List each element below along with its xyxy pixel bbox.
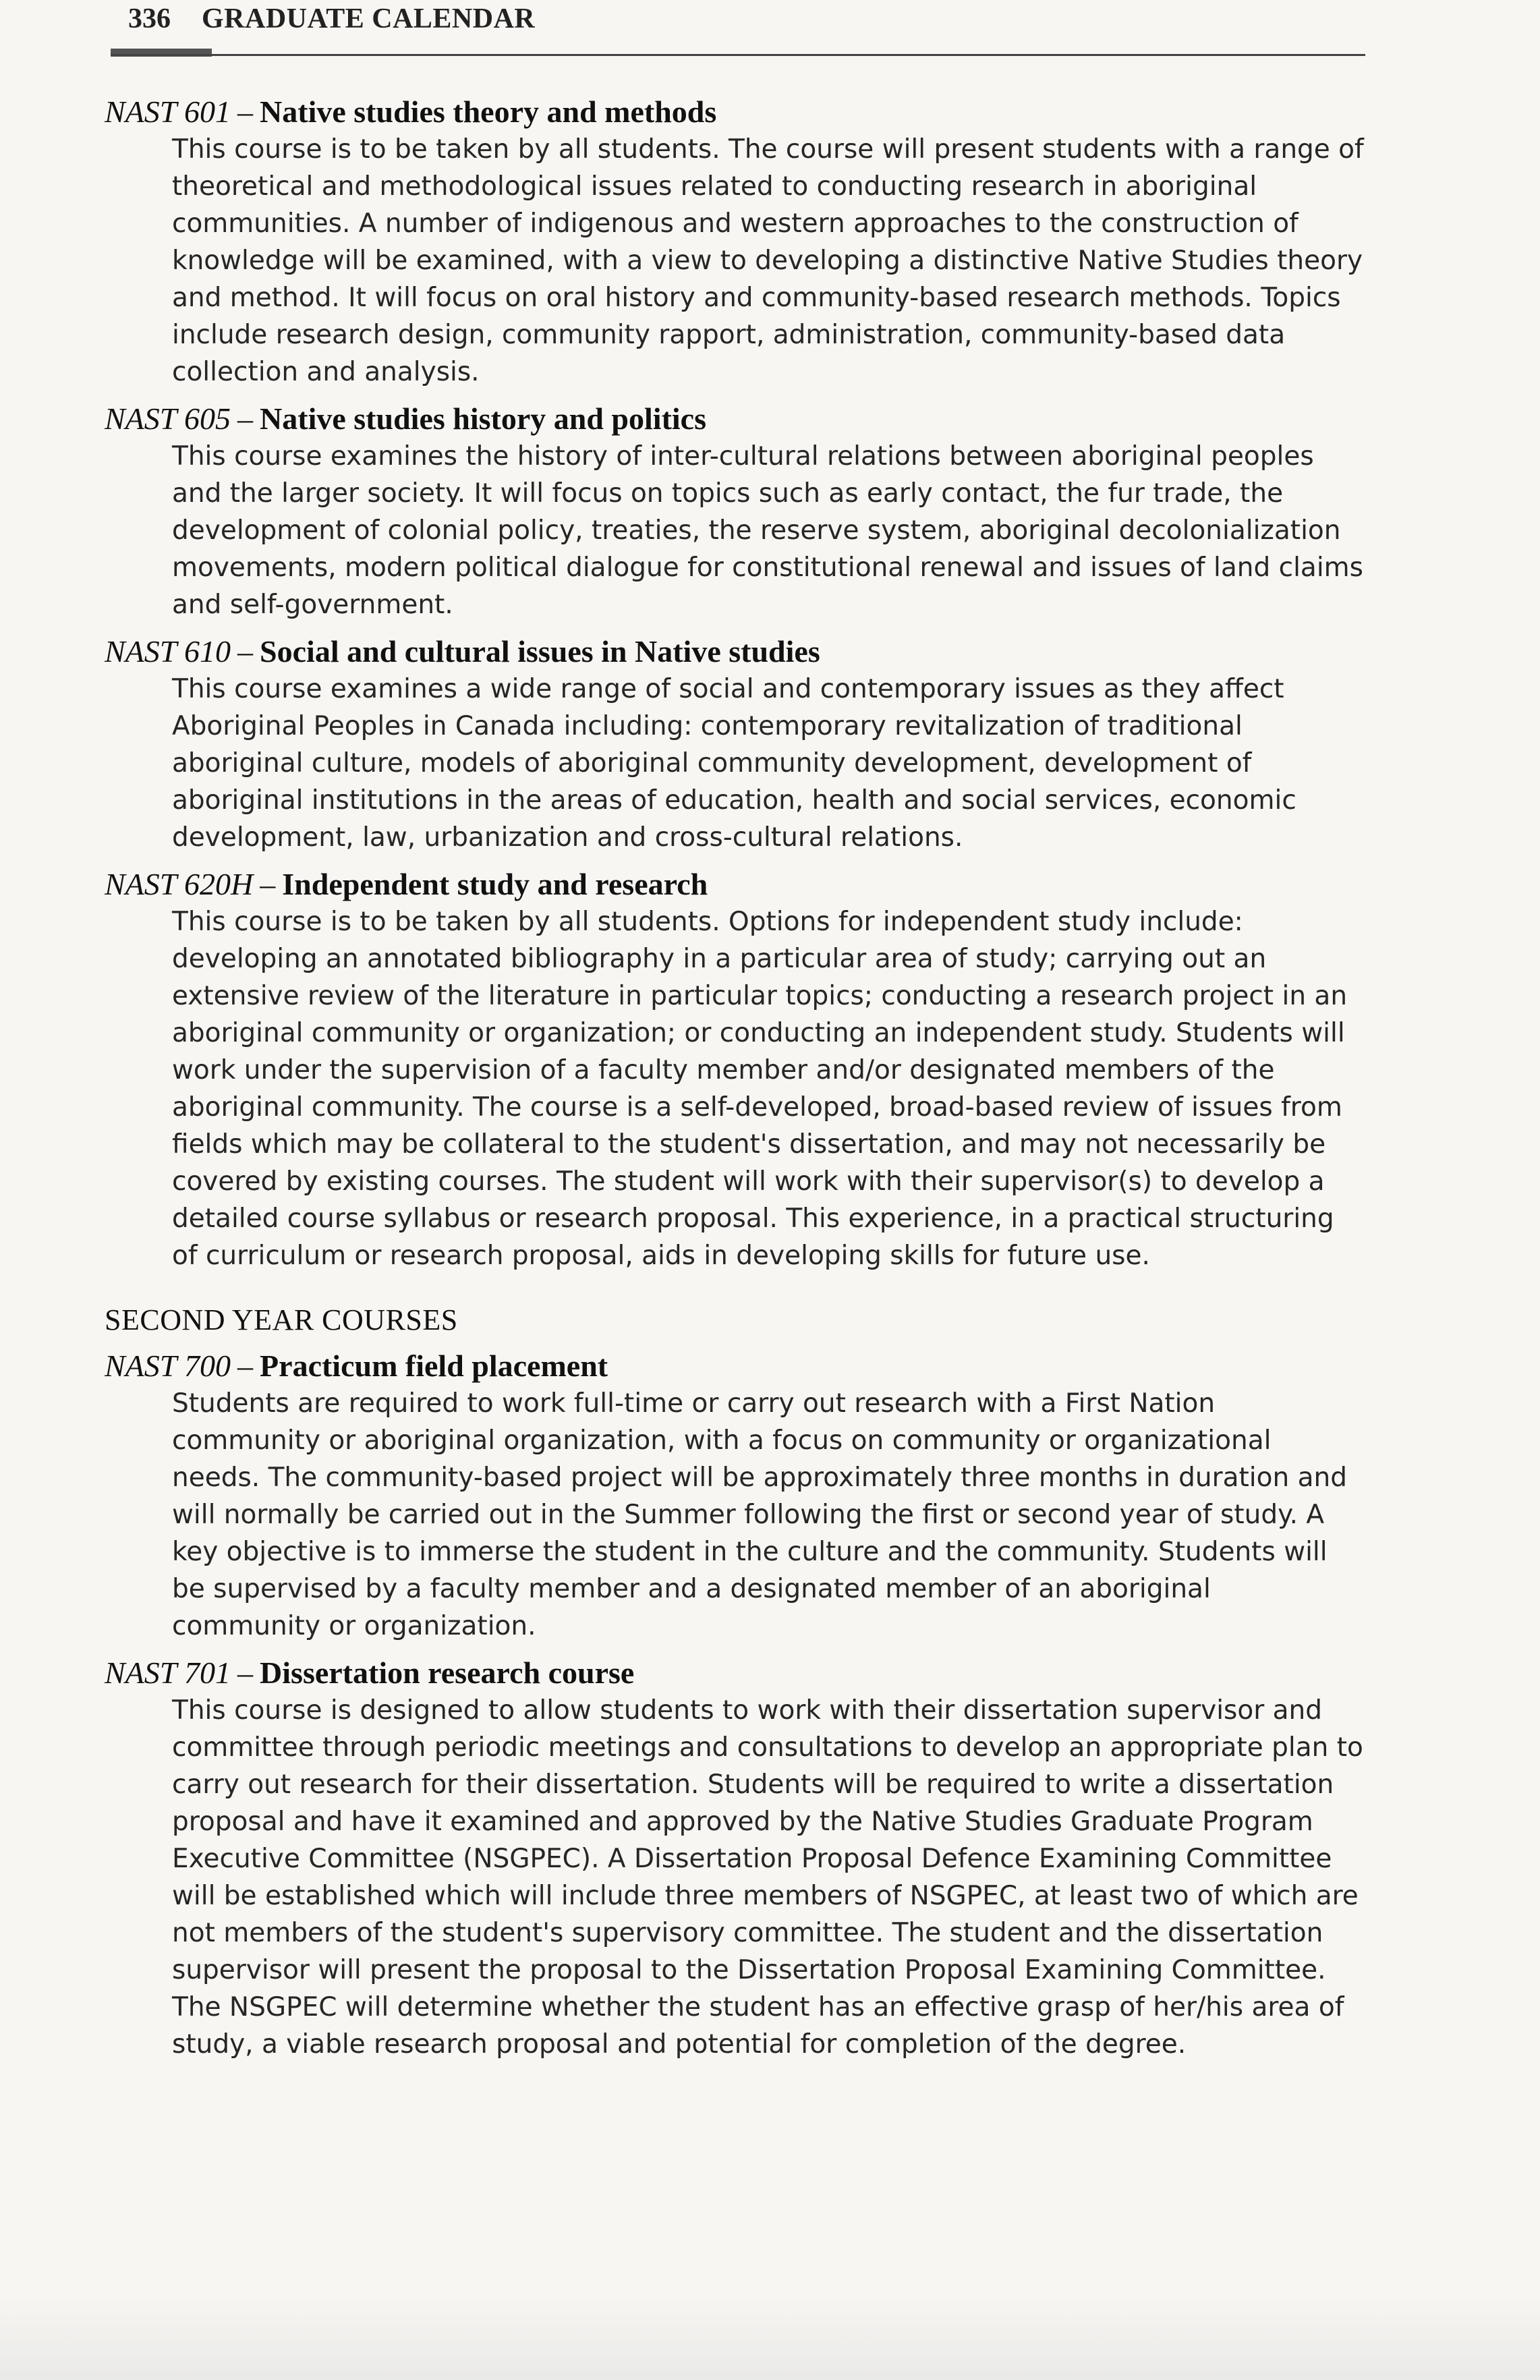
course-code: NAST 700 <box>105 1349 231 1383</box>
section-heading-second-year: SECOND YEAR COURSES <box>105 1303 458 1336</box>
course-title: Practicum field placement <box>260 1349 608 1383</box>
course-entry-nast-605 <box>105 400 1366 623</box>
course-title: Dissertation research course <box>260 1655 635 1690</box>
course-heading <box>105 400 1366 438</box>
running-title: GRADUATE CALENDAR <box>202 3 536 34</box>
course-title: Native studies history and politics <box>260 401 706 436</box>
course-code: NAST 605 <box>105 401 231 436</box>
course-heading <box>105 1654 1366 1692</box>
course-description: This course examines the history of inter-cultural relations between aboriginal peoples and the larger society. It will focus on topics such as early contact, the fur trade, the development of colonial policy, treaties, the reserve system, aboriginal decolonialization movements, modern political dialogue for constitutional renewal and issues of land claims and self-government. <box>172 441 1363 620</box>
course-entry-nast-700 <box>105 1347 1366 1645</box>
course-description: This course is to be taken by all students. Options for independent study include: developing an annotated bibliography in a particular area of study; carrying out an extensive review of the literature in particular topics; conducting a research project in an aboriginal community or organization; or conducting an independent study. Students will work under the supervision of a faculty member and/or designated members of the aboriginal community. The course is a self-developed, broad-based review of issues from fields which may be collateral to the student's dissertation, and may not necessarily be covered by existing courses. The student will work with their supervisor(s) to develop a detailed course syllabus or research proposal. This experience, in a practical structuring of curriculum or research proposal, aids in developing skills for future use. <box>172 907 1348 1271</box>
page-content <box>105 93 1366 2072</box>
dash-separator: – <box>237 401 254 436</box>
course-code: NAST 610 <box>105 634 231 669</box>
dash-separator: – <box>237 94 254 129</box>
course-heading <box>105 93 1366 131</box>
course-heading <box>105 633 1366 671</box>
course-description: This course examines a wide range of social and contemporary issues as they affect Aboriginal Peoples in Canada including: contemporary revitalization of traditional aboriginal culture, models of aboriginal community development, development of aboriginal institutions in the areas of education, health and social services, economic development, law, urbanization and cross-cultural relations. <box>172 674 1296 853</box>
course-title: Independent study and research <box>282 867 708 901</box>
course-code: NAST 620H <box>105 867 254 901</box>
course-entry-nast-701 <box>105 1654 1366 2063</box>
course-code: NAST 701 <box>105 1655 231 1690</box>
dash-separator: – <box>237 1655 254 1690</box>
page-number: 336 <box>128 3 171 34</box>
course-heading <box>105 866 1366 903</box>
header-rule <box>111 54 1365 56</box>
running-head <box>128 3 535 43</box>
course-entry-nast-610 <box>105 633 1366 856</box>
course-code: NAST 601 <box>105 94 231 129</box>
course-description: This course is designed to allow students to work with their dissertation supervisor and committee through periodic meetings and consultations to develop an appropriate plan to carry out research for their dissertation. Students will be required to write a dissertation proposal and have it examined and approved by the Native Studies Graduate Program Executive Committee (NSGPEC). A Dissertation Proposal Defence Examining Committee will be established which will include three members of NSGPEC, at least two of which are not members of the student's supervisory committee. The student and the dissertation supervisor will present the proposal to the Dissertation Proposal Examining Committee. The NSGPEC will determine whether the student has an effective grasp of her/his area of study, a viable research proposal and potential for completion of the degree. <box>172 1695 1363 2060</box>
dash-separator: – <box>260 867 276 901</box>
scan-shadow <box>0 2292 1540 2380</box>
dash-separator: – <box>237 1349 254 1383</box>
course-title: Social and cultural issues in Native studies <box>260 634 820 669</box>
course-title: Native studies theory and methods <box>260 94 717 129</box>
course-entry-nast-601 <box>105 93 1366 391</box>
course-description: This course is to be taken by all students. The course will present students with a range of theoretical and methodological issues related to conducting research in aboriginal communities. A number of indigenous and western approaches to the construction of knowledge will be examined, with a view to developing a distinctive Native Studies theory and method. It will focus on oral history and community-based research methods. Topics include research design, community rapport, administration, community-based data collection and analysis. <box>172 134 1364 387</box>
course-heading <box>105 1347 1366 1385</box>
dash-separator: – <box>237 634 254 669</box>
course-entry-nast-620h <box>105 866 1366 1274</box>
course-description: Students are required to work full-time or carry out research with a First Nation community or aboriginal organization, with a focus on community or organizational needs. The community-based project will be approximately three months in duration and will normally be carried out in the Summer following the first or second year of study. A key objective is to immerse the student in the culture and the community. Students will be supervised by a faculty member and a designated member of an aboriginal community or organization. <box>172 1388 1347 1641</box>
